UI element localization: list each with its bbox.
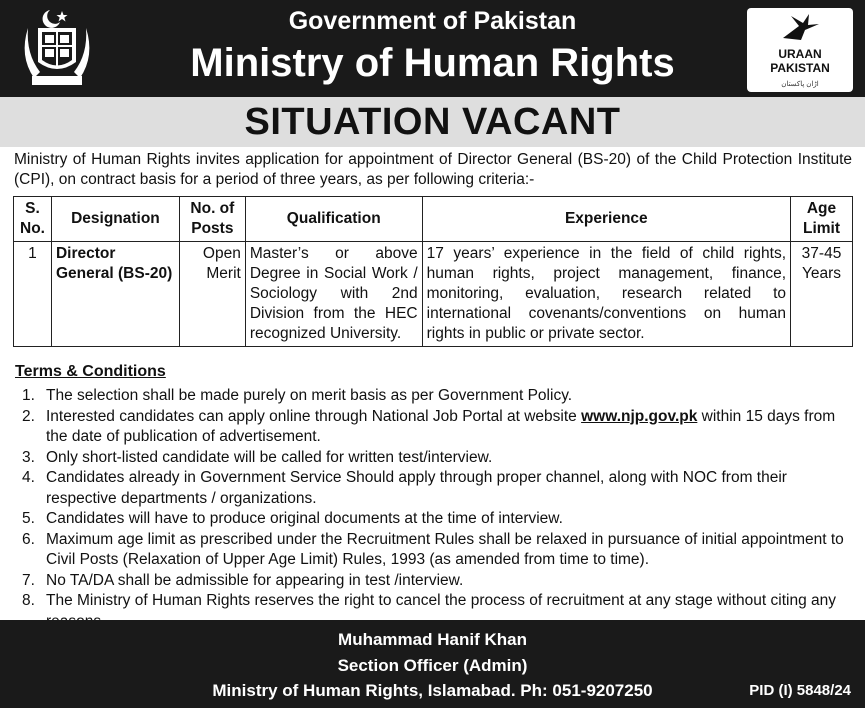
item-text: The selection shall be made purely on merit basis as per Government Policy. — [46, 387, 573, 404]
list-item — [14, 530, 852, 571]
signatory-designation: Section Officer (Admin) — [337, 656, 528, 675]
footer-bar — [0, 620, 865, 708]
item-text: No TA/DA shall be admissible for appearing in test /interview. — [46, 571, 464, 589]
item-number: 3. — [22, 448, 35, 466]
header-age: Age Limit — [791, 197, 853, 242]
contact-address: Ministry of Human Rights, Islamabad. Ph: 051-9207250 — [212, 681, 653, 700]
list-item — [14, 468, 852, 509]
intro-paragraph: Ministry of Human Rights invites application for appointment of Director General (BS-20) of the Child Protection Institute (CPI), on contract basis for a period of three years, as per following criteria:- — [14, 151, 852, 188]
header-experience: Experience — [422, 197, 790, 242]
uraan-label: URAAN — [778, 47, 822, 61]
header-bar — [0, 0, 865, 97]
item-text: Maximum age limit as prescribed under the Recruitment Rules shall be relaxed in pursuance of initial appointment to Civil Posts (Relaxation of Upper Age Limit) Rules, 1993 (as amended from time to time). — [46, 530, 844, 568]
item-number: 4. — [22, 469, 35, 486]
ministry-title: Ministry of Human Rights — [190, 41, 675, 85]
item-text: Candidates will have to produce original documents at the time of interview. — [46, 510, 563, 527]
uraan-tagline: اڑان پاکستان — [781, 81, 819, 88]
bird-icon — [781, 12, 821, 42]
item-text: Candidates already in Government Service Should apply through proper channel, along with NOC from their respective departments / organizations. — [46, 469, 787, 507]
item-number: 2. — [22, 407, 35, 425]
header-designation: Designation — [51, 197, 179, 242]
signatory-name: Muhammad Hanif Khan — [338, 630, 527, 649]
vacancy-table — [13, 196, 853, 347]
cell-age: 37-45 Years — [791, 242, 853, 347]
item-text: Only short-listed candidate will be called for written test/interview. — [46, 448, 493, 466]
government-title: Government of Pakistan — [288, 7, 577, 35]
item-number: 5. — [22, 510, 35, 527]
cell-posts: Open Merit — [179, 242, 245, 347]
item-number: 7. — [22, 571, 35, 589]
item-number: 6. — [22, 530, 35, 548]
list-item — [14, 448, 852, 469]
item-number: 8. — [22, 592, 35, 609]
pakistan-label: PAKISTAN — [770, 61, 830, 75]
pid-number: PID (I) 5848/24 — [749, 682, 851, 699]
list-item — [14, 509, 852, 530]
terms-list — [14, 386, 852, 632]
header-posts: No. of Posts — [179, 197, 245, 242]
list-item — [14, 386, 852, 407]
table-header-row — [14, 197, 853, 242]
situation-vacant-banner: SITUATION VACANT — [0, 97, 865, 147]
cell-experience: 17 years’ experience in the field of child rights, human rights, project management, finance, monitoring, evaluation, research related to international covenants/conventions on human rights in public or private sector. — [422, 242, 790, 347]
list-item — [14, 571, 852, 592]
cell-sno: 1 — [14, 242, 52, 347]
item-text-pre: Interested candidates can apply online through National Job Portal at website — [46, 407, 582, 425]
cell-qualification: Master’s or above Degree in Social Work / Sociology with 2nd Division from the HEC recognized University. — [245, 242, 422, 347]
table-row — [14, 242, 853, 347]
item-number: 1. — [22, 387, 35, 404]
cell-designation: Director General (BS-20) — [51, 242, 179, 347]
terms-title: Terms & Conditions — [15, 363, 166, 380]
uraan-pakistan-logo — [747, 8, 853, 92]
website-link[interactable]: www.njp.gov.pk — [581, 407, 698, 425]
list-item — [14, 407, 852, 448]
header-sno: S. No. — [14, 197, 52, 242]
header-qualification: Qualification — [245, 197, 422, 242]
item-text: The Ministry of Human Rights reserves the right to cancel the process of recruitment at any stage without citing any — [46, 592, 837, 609]
item-text-post: within 15 days from the date of publication of advertisement. — [46, 407, 836, 445]
